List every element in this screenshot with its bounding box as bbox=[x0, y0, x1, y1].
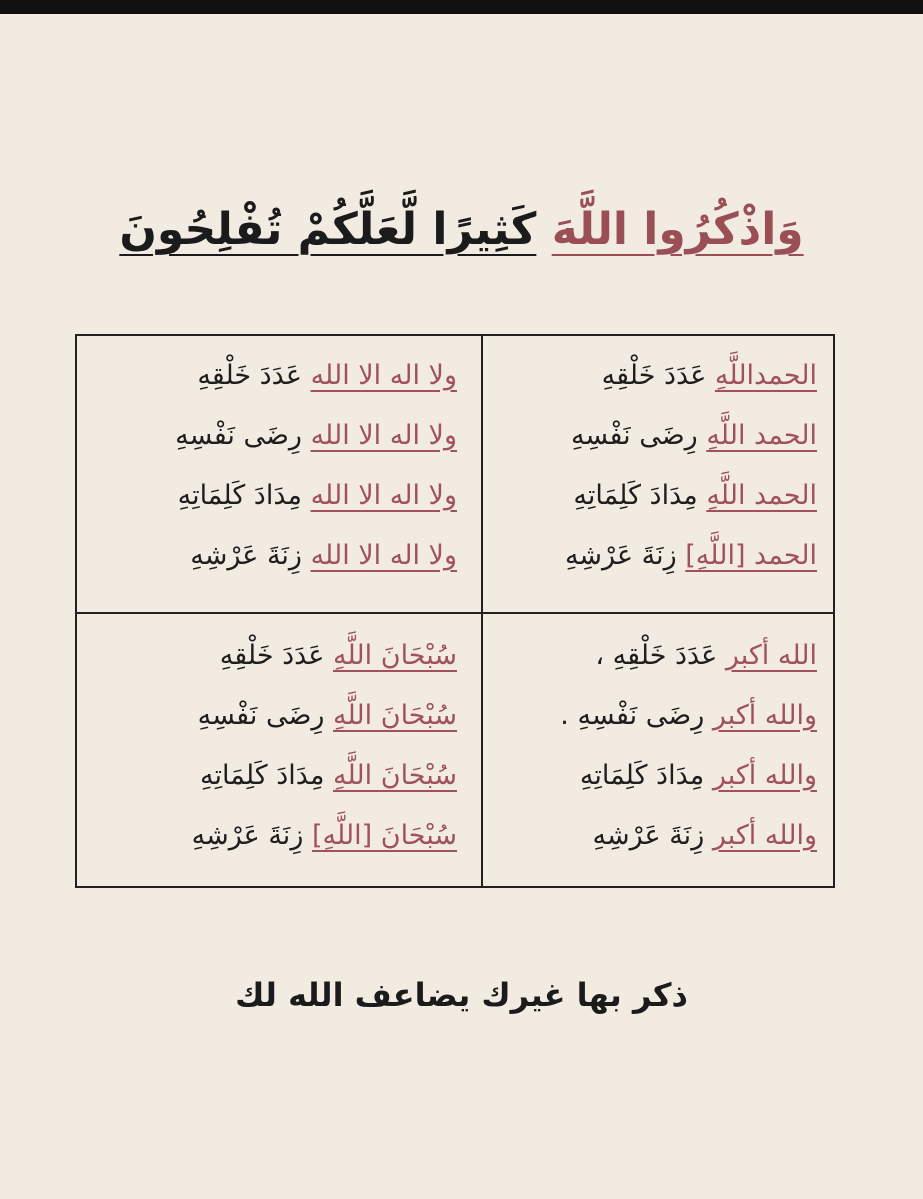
dhikr-line bbox=[497, 466, 817, 526]
dhikr-suffix: زِنَةَ عَرْشِهِ bbox=[592, 820, 705, 851]
dhikr-phrase: الحمد اللَّهِ bbox=[706, 480, 817, 511]
page-title bbox=[0, 190, 923, 270]
title-part-dark: كَثِيرًا لَّعَلَّكُمْ تُفْلِحُونَ bbox=[119, 204, 537, 255]
dhikr-suffix: مِدَادَ كَلِمَاتِهِ bbox=[200, 760, 325, 791]
dhikr-phrase: والله أكبر bbox=[712, 760, 817, 791]
dhikr-phrase: والله أكبر bbox=[712, 700, 817, 731]
dhikr-suffix: رِضَى نَفْسِهِ bbox=[197, 700, 325, 731]
dhikr-phrase: سُبْحَانَ اللَّهِ bbox=[333, 760, 457, 791]
cell-tasbih bbox=[97, 626, 457, 866]
dhikr-phrase: الحمداللَّهِ bbox=[714, 360, 817, 391]
dhikr-suffix: رِضَى نَفْسِهِ . bbox=[560, 700, 705, 731]
grid-divider-vertical bbox=[481, 336, 483, 886]
dhikr-phrase: ولا اله الا الله bbox=[310, 420, 457, 451]
dhikr-line bbox=[97, 806, 457, 866]
dhikr-line bbox=[97, 626, 457, 686]
dhikr-suffix: زِنَةَ عَرْشِهِ bbox=[190, 540, 302, 571]
cell-hamd bbox=[497, 346, 817, 586]
dhikr-line bbox=[97, 526, 457, 586]
dhikr-phrase: سُبْحَانَ اللَّهِ bbox=[333, 640, 457, 671]
grid-divider-horizontal bbox=[77, 612, 833, 614]
top-bar bbox=[0, 0, 923, 14]
dhikr-phrase: سُبْحَانَ اللَّهِ bbox=[333, 700, 457, 731]
dhikr-suffix: رِضَى نَفْسِهِ bbox=[175, 420, 302, 451]
dhikr-phrase: والله أكبر bbox=[712, 820, 817, 851]
dhikr-line bbox=[497, 806, 817, 866]
dhikr-suffix: عَدَدَ خَلْقِهِ ، bbox=[595, 640, 718, 671]
dhikr-phrase: ولا اله الا الله bbox=[310, 540, 457, 571]
dhikr-grid bbox=[75, 334, 835, 888]
dhikr-phrase: الحمد اللَّهِ bbox=[706, 420, 817, 451]
dhikr-suffix: عَدَدَ خَلْقِهِ bbox=[197, 360, 302, 391]
cell-takbir bbox=[497, 626, 817, 866]
dhikr-line bbox=[97, 466, 457, 526]
dhikr-line bbox=[497, 746, 817, 806]
dhikr-phrase: الحمد [اللَّهِ] bbox=[685, 540, 817, 571]
dhikr-phrase: ولا اله الا الله bbox=[310, 480, 457, 511]
dhikr-line bbox=[97, 406, 457, 466]
dhikr-line bbox=[97, 686, 457, 746]
cell-tahlil bbox=[97, 346, 457, 586]
dhikr-phrase: ولا اله الا الله bbox=[310, 360, 457, 391]
dhikr-line bbox=[497, 686, 817, 746]
dhikr-line bbox=[497, 346, 817, 406]
dhikr-suffix: عَدَدَ خَلْقِهِ bbox=[219, 640, 325, 671]
dhikr-suffix: زِنَةَ عَرْشِهِ bbox=[564, 540, 677, 571]
footer-caption: ذكر بها غيرك يضاعف الله لك bbox=[235, 976, 688, 1014]
dhikr-line bbox=[97, 746, 457, 806]
dhikr-phrase: الله أكبر bbox=[725, 640, 817, 671]
dhikr-suffix: مِدَادَ كَلِمَاتِهِ bbox=[573, 480, 698, 511]
dhikr-suffix: عَدَدَ خَلْقِهِ bbox=[601, 360, 707, 391]
title-part-red: وَاذْكُرُوا اللَّهَ bbox=[551, 204, 804, 255]
dhikr-line bbox=[97, 346, 457, 406]
dhikr-suffix: مِدَادَ كَلِمَاتِهِ bbox=[579, 760, 705, 791]
dhikr-suffix: مِدَادَ كَلِمَاتِهِ bbox=[177, 480, 302, 511]
dhikr-phrase: سُبْحَانَ [اللَّهِ] bbox=[311, 820, 457, 851]
dhikr-line bbox=[497, 406, 817, 466]
dhikr-line bbox=[497, 526, 817, 586]
dhikr-line bbox=[497, 626, 817, 686]
dhikr-suffix: زِنَةَ عَرْشِهِ bbox=[191, 820, 304, 851]
dhikr-suffix: رِضَى نَفْسِهِ bbox=[570, 420, 698, 451]
